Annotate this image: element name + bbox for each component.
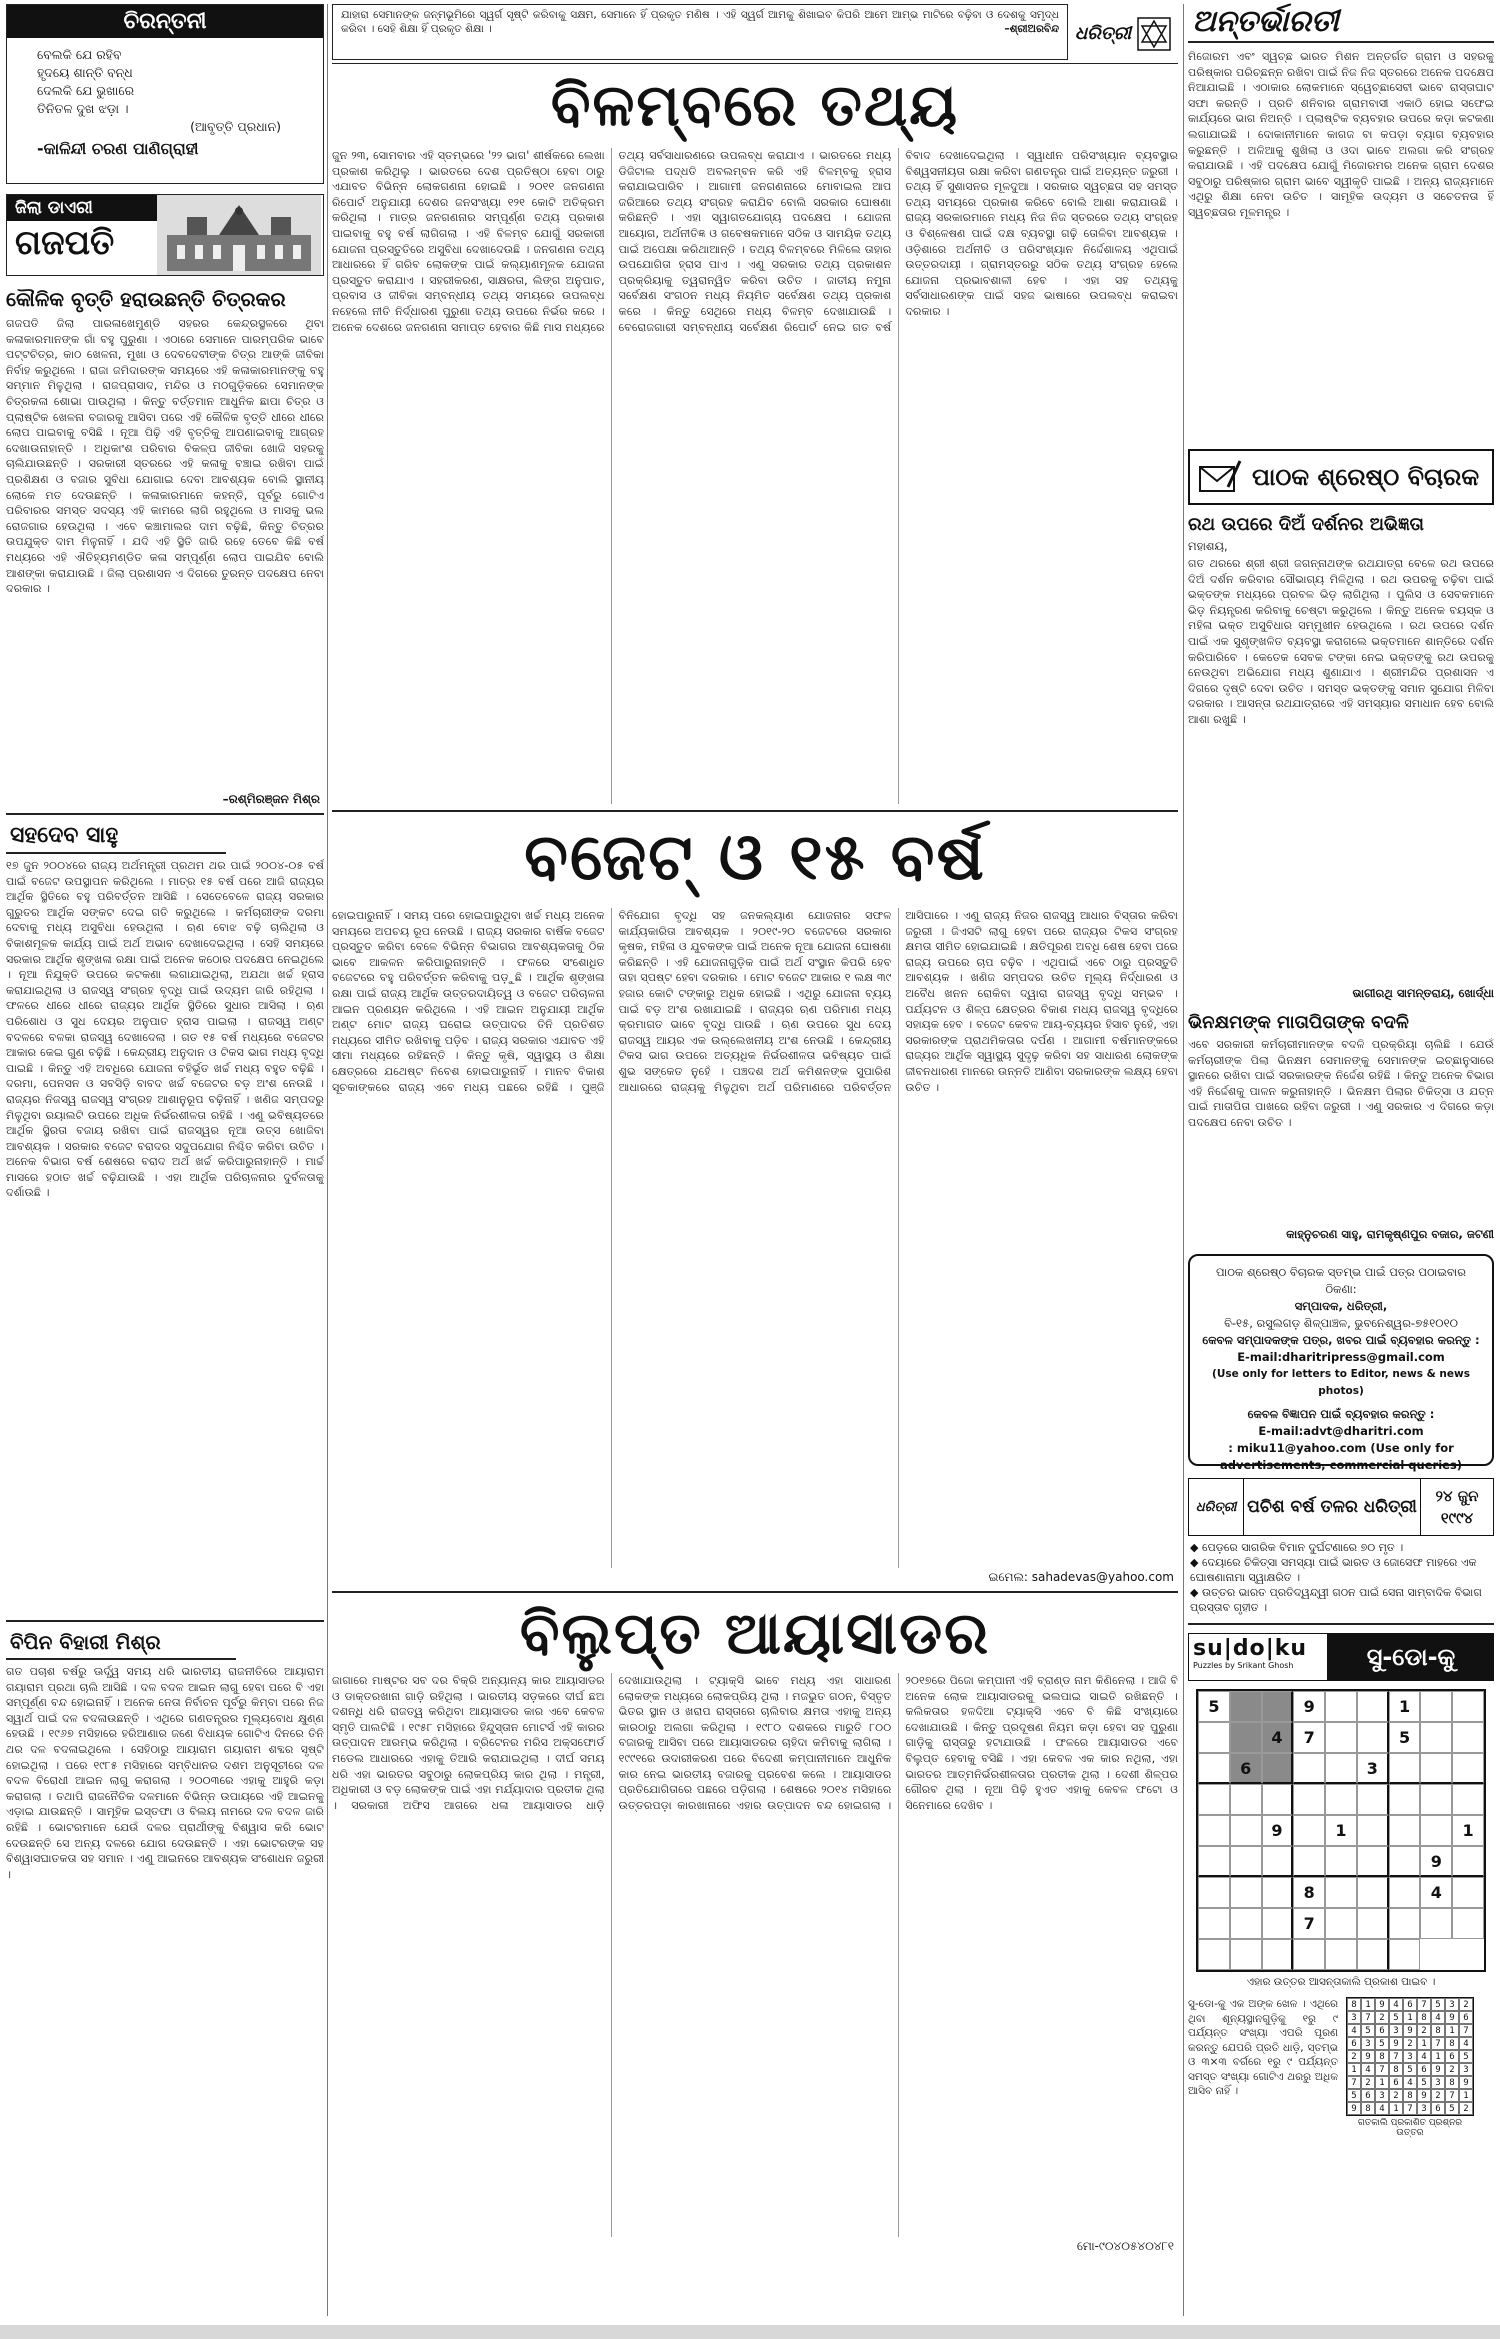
- sudoku-cell: [1357, 1877, 1389, 1908]
- letter-1-body: ଗତ ଥରରେ ଶ୍ରୀ ଶ୍ରୀ ଜଗନ୍ନାଥଙ୍କ ରଥଯାତ୍ରା ବେଳେ ରଥ ଉପରେ ଦିଅଁ ଦର୍ଶନ କରିବାର ସୌଭାଗ୍ୟ ମିଳିଥିଲା । ରଥ ଉପରକୁ ଚଢ଼ିବା ପାଇଁ ଭକ୍ତଙ୍କ ମଧ୍ୟରେ ପ୍ରବଳ ଭିଡ଼ ଲାଗିଥିଲା । ପୁଲିସ ଓ ସେବକମାନେ ଭିଡ଼ ନିୟନ୍ତ୍ରଣ କରିବାକୁ ଚେଷ୍ଟା କରୁଥିଲେ । କିନ୍ତୁ ଅନେକ ବୟସ୍କ ଓ ମହିଳା ଭକ୍ତ ଅସୁବିଧାର ସମ୍ମୁଖୀନ ହେଉଥିଲେ । ରଥ ଉପରେ ଦର୍ଶନ ପାଇଁ ଏକ ସୁଶୃଙ୍ଖଳିତ ବ୍ୟବସ୍ଥା କରାଗଲେ ଭକ୍ତମାନେ ଶାନ୍ତିରେ ଦର୍ଶନ କରିପାରିବେ । କେତେକ ସେବକ ଟଙ୍କା ନେଇ ଭକ୍ତଙ୍କୁ ରଥ ଉପରକୁ ନେଉଥିବା ଅଭିଯୋଗ ମଧ୍ୟ ଶୁଣାଯାଏ । ଶ୍ରୀମନ୍ଦିର ପ୍ରଶାସନ ଏ ଦିଗରେ ଦୃଷ୍ଟି ଦେବା ଉଚିତ । ସମସ୍ତ ଭକ୍ତଙ୍କୁ ସମାନ ସୁଯୋଗ ମିଳିବା ଦରକାର । ଆସନ୍ତା ରଥଯାତ୍ରାରେ ଏହି ସମସ୍ୟାର ସମାଧାନ ହେବ ବୋଲି ଆଶା ରଖୁଛି ।: [1188, 557, 1494, 726]
- antarbharati-body: ମିଜୋରମ ଏବଂ ସ୍ୱଚ୍ଛ ଭାରତ ମିଶନ ଅନ୍ତର୍ଗତ ଗ୍ରାମ ଓ ସହରକୁ ପରିଷ୍କାର ପରିଚ୍ଛନ୍ନ ରଖିବା ପାଇଁ ନିଜ ନିଜ ସ୍ତରରେ ଅନେକ ପଦକ୍ଷେପ ନିଆଯାଇଛି । ଏଠାକାର ଲୋକମାନେ ସ୍ୱେଚ୍ଛାସେବୀ ଭାବେ ରାସ୍ତାଘାଟ ସଫା କରନ୍ତି । ପ୍ରତି ଶନିବାର ଗ୍ରାମବାସୀ ଏକାଠି ହୋଇ ସଫେଇ କାର୍ଯ୍ୟରେ ଭାଗ ନିଅନ୍ତି । ପ୍ଲାଷ୍ଟିକ ବ୍ୟବହାର ଉପରେ କଡ଼ା କଟକଣା ଲଗାଯାଇଛି । ଦୋକାନୀମାନେ କାଗଜ ବା କପଡ଼ା ବ୍ୟାଗ ବ୍ୟବହାର କରୁଛନ୍ତି । ଅଳିଆକୁ ଶୁଖିଲା ଓ ଓଦା ଭାବେ ଅଲଗା କରି ସଂଗ୍ରହ କରାଯାଉଛି । ଏହି ପଦକ୍ଷେପ ଯୋଗୁଁ ମିଜୋରମର ଅନେକ ଗ୍ରାମ ଦେଶର ସବୁଠାରୁ ପରିଷ୍କାର ଗ୍ରାମ ଭାବେ ସ୍ୱୀକୃତି ପାଇଛି । ଅନ୍ୟ ରାଜ୍ୟମାନେ ଏଥିରୁ ଶିକ୍ଷା ନେବା ଉଚିତ । ସାମୂହିକ ଉଦ୍ୟମ ଓ ସଚେତନତା ହିଁ ସ୍ୱଚ୍ଛତାର ମୂଳମନ୍ତ୍ର ।: [1188, 50, 1494, 219]
- sudoku-solution-cell: 9: [1361, 2050, 1375, 2063]
- contact-email-miku[interactable]: : miku11@yahoo.com (Use only for: [1228, 1441, 1454, 1455]
- sudoku-cell: 7: [1293, 1722, 1325, 1753]
- chirantani-title: ଚିରନ୍ତନୀ: [7, 5, 323, 38]
- sudoku-header: [1188, 1633, 1494, 1681]
- sudoku-solution-cell: 4: [1431, 2011, 1445, 2024]
- sudoku-cell: [1262, 1846, 1294, 1877]
- sudoku-solution-cell: 2: [1347, 2050, 1361, 2063]
- sudoku-solution-cell: 3: [1389, 2024, 1403, 2037]
- sudoku-cell: [1452, 1908, 1484, 1939]
- quote-attribution: –ଶ୍ରୀଅରବିନ୍ଦ: [1004, 23, 1059, 35]
- sudoku-solution-cell: 8: [1361, 2102, 1375, 2115]
- sudoku-cell: [1262, 1784, 1294, 1815]
- sudoku-cell: [1389, 1753, 1421, 1784]
- sudoku-cell: [1357, 1691, 1389, 1722]
- sudoku-cell: [1325, 1753, 1357, 1784]
- sudoku-cell: [1452, 1753, 1484, 1784]
- sudoku-cell: [1293, 1753, 1325, 1784]
- dharitri-logo-text: ଧରିତ୍ରୀ: [1074, 23, 1132, 44]
- contact-email-label: କେବଳ ସମ୍ପାଦକଙ୍କ ପତ୍ର, ଖବର ପାଇଁ ବ୍ୟବହାର କରନ୍ତୁ :: [1202, 1333, 1480, 1347]
- sudoku-solution-cell: 8: [1431, 2024, 1445, 2037]
- sudoku-cell: [1357, 1908, 1389, 1939]
- poem-line: ତିନିତଳ ଦୁଖ ଝଡ଼ା ।: [37, 101, 129, 116]
- sudoku-cell: [1325, 1908, 1357, 1939]
- sudoku-cell: [1325, 1722, 1357, 1753]
- sudoku-solution-cell: 3: [1361, 2037, 1375, 2050]
- newspaper-page: [6, 4, 1494, 2316]
- reader-banner: [1188, 449, 1494, 505]
- sudoku-solution-cell: 3: [1403, 2050, 1417, 2063]
- sudoku-cell: [1357, 1815, 1389, 1846]
- quote-box: [332, 4, 1068, 60]
- quote-text: ଯାହାରା ସେମାନଙ୍କ ଜନ୍ମଭୂମିରେ ସ୍ୱର୍ଗ ସୃଷ୍ଟି କରିବାକୁ ସକ୍ଷମ, ସେମାନେ ହିଁ ପ୍ରକୃତ ମଣିଷ । ଏହି ସ୍ୱର୍ଗ ଆମକୁ ଶିଖାଇବ କିପରି ଆମେ ଆମ୍ଭ ମାଟିରେ ବଢ଼ିବା ଓ ଦେଶକୁ ସମୃଦ୍ଧ କରିବା । ସେହି ଶିକ୍ଷା ହିଁ ପ୍ରକୃତ ଶିକ୍ଷା ।: [341, 9, 1059, 35]
- poem-line: ଦେଲକି ଯେ ଭୁଖାରେ: [37, 83, 135, 98]
- sudoku-cell: [1357, 1722, 1389, 1753]
- sudoku-cell: 3: [1357, 1753, 1389, 1784]
- story-3-body: ଜାଗାରେ ମାଷ୍ଟର ସବ ଦର ବିକ୍ରି ଅନ୍ୟାନ୍ୟ କାର ଆୟାସାଡର ଓ ଡାକ୍ତରଖାନା ଗାଡ଼ି ରହିଥିଲା । ଭାରତୀୟ ସଡ଼କରେ ଦୀର୍ଘ ଛଅ ଦଶନ୍ଧି ଧରି ରାଜତ୍ୱ କରିଥିବା ଆୟାସାଡର କାର ଏବେ କେବଳ ସ୍ମୃତି ପାଲଟିଛି । ୧୯୫୮ ମସିହାରେ ହିନ୍ଦୁସ୍ତାନ ମୋଟର୍ସ ଏହି କାରର ଉତ୍ପାଦନ ଆରମ୍ଭ କରିଥିଲା । ବ୍ରିଟେନର ମରିସ ଅକ୍ସଫୋର୍ଡ ମଡେଲ ଆଧାରରେ ଏହାକୁ ତିଆରି କରାଯାଇଥିଲା । ଦୀର୍ଘ ସମୟ ଧରି ଏହା ଭାରତର ସବୁଠାରୁ ଲୋକପ୍ରିୟ କାର ଥିଲା । ମନ୍ତ୍ରୀ, ଅଧିକାରୀ ଓ ବଡ଼ ଲୋକଙ୍କ ପାଇଁ ଏହା ମର୍ଯ୍ୟାଦାର ପ୍ରତୀକ ଥିଲା । ସରକାରୀ ଅଫିସ ଆଗରେ ଧଳା ଆୟାସାଡର ଧାଡ଼ି ଦେଖାଯାଉଥିଲା । ଟ୍ୟାକ୍ସି ଭାବେ ମଧ୍ୟ ଏହା ସାଧାରଣ ଲୋକଙ୍କ ମଧ୍ୟରେ ଲୋକପ୍ରିୟ ଥିଲା । ମଜଭୁତ ଗଠନ, ବିସ୍ତୃତ ଭିତର ସ୍ଥାନ ଓ ଖରାପ ରାସ୍ତାରେ ଚାଲିବାର କ୍ଷମତା ଏହାକୁ ଅନ୍ୟ କାରଠାରୁ ଅଲଗା କରିଥିଲା । ୧୯୮୦ ଦଶକରେ ମାରୁତି ୮୦୦ ବଜାରକୁ ଆସିବା ପରେ ଆୟାସାଡରର ଚାହିଦା କମିବାକୁ ଲାଗିଲା । ୧୯୯୧ରେ ଉଦାରୀକରଣ ପରେ ବିଦେଶୀ କମ୍ପାନୀମାନେ ଆଧୁନିକ କାର ନେଇ ଭାରତୀୟ ବଜାରକୁ ପ୍ରବେଶ କଲେ । ଆୟାସାଡର ପ୍ରତିଯୋଗିତାରେ ପଛରେ ପଡ଼ିଗଲା । ଶେଷରେ ୨୦୧୪ ମସିହାରେ ଉତ୍ତରପଡ଼ା କାରଖାନାରେ ଏହାର ଉତ୍ପାଦନ ବନ୍ଦ ହୋଇଗଲା । ୨୦୧୭ରେ ପିଜୋ କମ୍ପାନୀ ଏହି ବ୍ରାଣ୍ଡ ନାମ କିଣିନେଲା । ଆଜି ବି ଅନେକ ଲୋକ ଆୟାସାଡରକୁ ଭଲପାଇ ସାଇତି ରଖିଛନ୍ତି । କଲିକତାର ହଳଦିଆ ଟ୍ୟାକ୍ସି ଏବେ ବି କିଛି ସଂଖ୍ୟାରେ ଦେଖାଯାଉଛି । କିନ୍ତୁ ପ୍ରଦୂଷଣ ନିୟମ କଡ଼ା ହେବା ସହ ପୁରୁଣା ଗାଡ଼ିକୁ ରାସ୍ତାରୁ ହଟାଯାଉଛି । ଫଳରେ ଆୟାସାଡର ଏବେ ବିଲୁପ୍ତ ହେବାକୁ ବସିଛି । ଏହା କେବଳ ଏକ କାର ନଥିଲା, ଏହା ଭାରତର ଆତ୍ମନିର୍ଭରଶୀଳତାର ପ୍ରତୀକ ଥିଲା । ଦେଶୀ ଶିଳ୍ପର ଗୌରବ ଥିଲା । ନୂଆ ପିଢ଼ି ହୁଏତ ଏହାକୁ କେବଳ ଫଟୋ ଓ ସିନେମାରେ ଦେଖିବ ।: [332, 1674, 1178, 1812]
- sudoku-solution-cell: 1: [1417, 2037, 1431, 2050]
- sudoku-solution-cell: 9: [1389, 2037, 1403, 2050]
- sudoku-solution-cell: 7: [1431, 2037, 1445, 2050]
- sudoku-rules: ସୁ-ଡୋ-କୁ ଏକ ଅଙ୍କ ଖେଳ । ଏଥିରେ ଥିବା ଶୂନ୍ୟସ୍ଥାନଗୁଡ଼ିକୁ ୧ରୁ ୯ ପର୍ଯ୍ୟନ୍ତ ସଂଖ୍ୟା ଏପରି ପୂରଣ କରନ୍ତୁ ଯେପରି ପ୍ରତି ଧାଡ଼ି, ସ୍ତମ୍ଭ ଓ ୩×୩ ବର୍ଗରେ ୧ରୁ ୯ ପର୍ଯ୍ୟନ୍ତ ସମସ୍ତ ସଂଖ୍ୟା ଗୋଟିଏ ଥରରୁ ଅଧିକ ଆସିବ ନାହିଁ ।: [1188, 1998, 1338, 2097]
- sudoku-cell: 5: [1198, 1691, 1230, 1722]
- flashback-date-day: ୨୪ ଜୁନ: [1435, 1487, 1479, 1505]
- sudoku-solution-cell: 4: [1417, 2050, 1431, 2063]
- sudoku-footer: [1188, 1997, 1494, 2177]
- sudoku-cell: 7: [1293, 1908, 1325, 1939]
- sudoku-cell: [1262, 1908, 1294, 1939]
- story-3-contact: ମୋ-୯୦୪୦୫୪୦୪୮୧: [1076, 2239, 1174, 2253]
- sudoku-cell: [1198, 1908, 1230, 1939]
- sudoku-cell: [1262, 1877, 1294, 1908]
- contact-ad-label: କେବଳ ବିଜ୍ଞାପନ ପାଇଁ ବ୍ୟବହାର କରନ୍ତୁ :: [1247, 1407, 1435, 1421]
- sudoku-solution-cell: 2: [1459, 1998, 1473, 2011]
- sudoku-solution-cell: 4: [1389, 1998, 1403, 2011]
- story-3-headline: ବିଲୁପ୍ତ ଆୟାସାଡର: [519, 1599, 991, 1667]
- sudoku-solution-cell: 5: [1403, 2063, 1417, 2076]
- masthead-logo: [1068, 4, 1178, 63]
- sudoku-cell: [1452, 1722, 1484, 1753]
- divider: [6, 1620, 324, 1622]
- sudoku-solution-cell: 1: [1459, 2089, 1473, 2102]
- left-column-2-body: ୧୭ ଜୁନ ୨୦୦୪ରେ ରାଜ୍ୟ ଅର୍ଥମନ୍ତ୍ରୀ ପ୍ରଥମ ଥର ପାଇଁ ୨୦୦୪-୦୫ ବର୍ଷ ପାଇଁ ବଜେଟ ଉପସ୍ଥାପନ କରିଥିଲେ । ମାତ୍ର ୧୫ ବର୍ଷ ପରେ ଆଜି ରାଜ୍ୟର ଆର୍ଥିକ ସ୍ଥିତିରେ ବହୁ ପରିବର୍ତ୍ତନ ଆସିଛି । ସେତେବେଳେ ରାଜ୍ୟ ସରକାର ଗୁରୁତର ଆର୍ଥିକ ସଙ୍କଟ ଦେଇ ଗତି କରୁଥିଲେ । କର୍ମଚାରୀଙ୍କ ଦରମା ଦେବାକୁ ମଧ୍ୟ ଅସୁବିଧା ହେଉଥିଲା । ଋଣ ବୋଝ ବଢ଼ି ଚାଲିଥିଲା ଓ ବିକାଶମୂଳକ କାର୍ଯ୍ୟ ପାଇଁ ଅର୍ଥ ଅଭାବ ଦେଖାଦେଇଥିଲା । ସେହି ସମୟରେ ସରକାର ଆର୍ଥିକ ଶୃଙ୍ଖଳା ରକ୍ଷା ପାଇଁ ଅନେକ କଠୋର ପଦକ୍ଷେପ ନେଇଥିଲେ । ନୂଆ ନିଯୁକ୍ତି ଉପରେ କଟକଣା ଲଗାଯାଇଥିଲା, ଅଯଥା ଖର୍ଚ୍ଚ ହ୍ରାସ କରାଯାଇଥିଲା ଓ ରାଜସ୍ୱ ସଂଗ୍ରହ ବୃଦ୍ଧି ପାଇଁ ଉଦ୍ୟମ ଜାରି ରହିଥିଲା । ଫଳରେ ଧୀରେ ଧୀରେ ରାଜ୍ୟର ଆର୍ଥିକ ସ୍ଥିତିରେ ସୁଧାର ଆସିଲା । ଋଣ ପରିଶୋଧ ଓ ସୁଧ ଦେୟର ଅନୁପାତ ହ୍ରାସ ପାଇଲା । ରାଜସ୍ୱ ଅଣ୍ଟ ବଦଳରେ ବଳକା ରାଜସ୍ୱ ଦେଖାଦେଲା । ଗତ ୧୫ ବର୍ଷ ମଧ୍ୟରେ ବଜେଟର ଆକାର କେଇ ଗୁଣ ବଢ଼ିଛି । କେନ୍ଦ୍ରୀୟ ଅନୁଦାନ ଓ ଟିକସ ଭାଗ ମଧ୍ୟ ବୃଦ୍ଧି ପାଇଛି । କିନ୍ତୁ ଏହି ଅବଧିରେ ଯୋଜନା ବହିର୍ଭୂତ ଖର୍ଚ୍ଚ ମଧ୍ୟ ବହୁତ ବଢ଼ିଛି । ଦରମା, ପେନସନ ଓ ସବସିଡ଼ି ବାବଦ ଖର୍ଚ୍ଚ ବଜେଟର ବଡ଼ ଅଂଶ ନେଉଛି । ରାଜ୍ୟର ନିଜସ୍ୱ ରାଜସ୍ୱ ସଂଗ୍ରହ ଆଶାନୁରୂପ ବଢ଼ିନାହିଁ । ଖଣିଜ ସମ୍ପଦରୁ ମିଳୁଥିବା ରୟାଲଟି ଉପରେ ଅଧିକ ନିର୍ଭରଶୀଳତା ରହିଛି । ଏଣୁ ଭବିଷ୍ୟତରେ ଆର୍ଥିକ ସ୍ଥିରତା ବଜାୟ ରଖିବା ପାଇଁ ରାଜସ୍ୱର ନୂଆ ଉତ୍ସ ଖୋଜିବା ଆବଶ୍ୟକ । ସରକାର ବଜେଟ ବରାଦର ସଦୁପଯୋଗ ନିଶ୍ଚିତ କରିବା ଉଚିତ । ଅନେକ ବିଭାଗ ବର୍ଷ ଶେଷରେ ବରାଦ ଅର୍ଥ ଖର୍ଚ୍ଚ କରିପାରୁନାହାନ୍ତି । ମାର୍ଚ୍ଚ ମାସରେ ହଠାତ ଖର୍ଚ୍ଚ ବଢ଼ିଯାଉଛି । ଏହା ଆର୍ଥିକ ପରିଚାଳନାର ଦୁର୍ବଳତାକୁ ଦର୍ଶାଉଛି ।: [6, 859, 324, 1200]
- sudoku-solution-cell: 9: [1375, 1998, 1389, 2011]
- sudoku-solution-cell: 4: [1375, 2102, 1389, 2115]
- sudoku-cell: [1293, 1784, 1325, 1815]
- flashback-items: [1188, 1536, 1494, 1619]
- palace-icon: [157, 195, 321, 275]
- reader-banner-text: ପାଠକ ଶ୍ରେଷ୍ଠ ବିଚାରକ: [1252, 463, 1480, 491]
- story-2-headline: ବଜେଟ୍ ଓ ୧୫ ବର୍ଷ: [524, 821, 986, 895]
- sudoku-solution-cell: 7: [1403, 2102, 1417, 2115]
- sudoku-solution-cell: 9: [1431, 2063, 1445, 2076]
- contact-email-miku-note: advertisements, commercial queries): [1219, 1458, 1463, 1472]
- column-rule: [1183, 4, 1184, 2316]
- right-column: [1188, 4, 1494, 2177]
- sudoku-cell: [1230, 1722, 1262, 1753]
- sudoku-cell: [1389, 1877, 1421, 1908]
- sudoku-solution-cell: 8: [1445, 2076, 1459, 2089]
- sudoku-solution-cell: 6: [1417, 2063, 1431, 2076]
- sudoku-cell: [1230, 1939, 1262, 1970]
- flashback-date: [1421, 1485, 1493, 1529]
- sudoku-solution-cell: 8: [1445, 2037, 1459, 2050]
- sudoku-solution-cell: 3: [1459, 2063, 1473, 2076]
- sudoku-solution-cell: 7: [1347, 2076, 1361, 2089]
- left-story-1: [6, 284, 324, 809]
- sudoku-solution-cell: 9: [1403, 2024, 1417, 2037]
- sudoku-solution-cell: 7: [1389, 2050, 1403, 2063]
- flashback-box: [1188, 1478, 1494, 1619]
- sudoku-cell: [1389, 1908, 1421, 1939]
- sudoku-solution-cell: 1: [1361, 1998, 1375, 2011]
- sudoku-solution-cell: 2: [1361, 2076, 1375, 2089]
- sudoku-cell: [1198, 1815, 1230, 1846]
- sudoku-solution-cell: 8: [1403, 2089, 1417, 2102]
- sudoku-solution-cell: 6: [1459, 2011, 1473, 2024]
- sudoku-cell: [1325, 1784, 1357, 1815]
- sudoku-cell: [1230, 1691, 1262, 1722]
- sudoku-solution-cell: 5: [1431, 1998, 1445, 2011]
- sudoku-solution-cell: 7: [1361, 2011, 1375, 2024]
- sudoku-solution-cell: 9: [1347, 2102, 1361, 2115]
- sudoku-section: [1188, 1633, 1494, 2177]
- contact-editor: ସମ୍ପାଦକ, ଧରିତ୍ରୀ,: [1294, 1299, 1388, 1313]
- flashback-header: [1188, 1478, 1494, 1536]
- sudoku-cell: [1325, 1877, 1357, 1908]
- left-column-2: [6, 819, 324, 1614]
- sudoku-solution-cell: 8: [1375, 2050, 1389, 2063]
- sudoku-solution: [1346, 1997, 1474, 2177]
- flashback-logo: ଧରିତ୍ରୀ: [1195, 1499, 1237, 1515]
- sudoku-cell: [1452, 1784, 1484, 1815]
- sudoku-cell: [1452, 1877, 1484, 1908]
- sudoku-solution-cell: 1: [1431, 2050, 1445, 2063]
- flashback-item: ◆ ପେଡ଼ରେ ସାଗରିକ ବିମାନ ଦୁର୍ଘଟଣାରେ ୭୦ ମୃତ ।: [1190, 1541, 1404, 1554]
- sudoku-cell: 4: [1262, 1722, 1294, 1753]
- diary-label: ଜିଲା ଡାଏରୀ: [7, 195, 157, 221]
- sudoku-cell: [1230, 1908, 1262, 1939]
- sudoku-cell: [1389, 1784, 1421, 1815]
- sudoku-solution-cell: 8: [1417, 2011, 1431, 2024]
- star-emblem-icon: [1137, 17, 1171, 51]
- antarbharati-title: ଅନ୍ତର୍ଭାରତୀ: [1188, 4, 1494, 43]
- sudoku-brand: su|do|ku Puzzles by Srikant Ghosh: [1188, 1633, 1328, 1681]
- contact-email-press[interactable]: E-mail:dharitripress@gmail.com: [1237, 1350, 1445, 1364]
- main-column: [332, 4, 1178, 2256]
- sudoku-cell: [1420, 1722, 1452, 1753]
- sudoku-brand-c: ku: [1274, 1636, 1308, 1661]
- sudoku-cell: [1262, 1939, 1294, 1970]
- sudoku-cell: [1230, 1815, 1262, 1846]
- sudoku-solution-cell: 5: [1389, 2011, 1403, 2024]
- sudoku-cell: [1198, 1939, 1230, 1970]
- sudoku-cell: [1230, 1846, 1262, 1877]
- sudoku-cell: [1420, 1753, 1452, 1784]
- sudoku-cell: [1389, 1939, 1421, 1970]
- sudoku-cell: [1293, 1939, 1325, 1970]
- sudoku-cell: [1293, 1815, 1325, 1846]
- sudoku-cell: [1262, 1691, 1294, 1722]
- sudoku-cell: [1198, 1877, 1230, 1908]
- sudoku-solution-cell: 4: [1459, 2037, 1473, 2050]
- sudoku-solution-cell: 6: [1389, 2076, 1403, 2089]
- sudoku-solution-cell: 4: [1403, 2076, 1417, 2089]
- letter-pen-icon: [1198, 457, 1242, 497]
- left-story-1-body: ଗଜପତି ଜିଲା ପାରଳାଖେମୁଣ୍ଡି ସହରର କେନ୍ଦ୍ରସ୍ଥଳରେ ଥିବା କଳାକାରମାନଙ୍କ ଗାଁ ବହୁ ପୁରୁଣା । ଏଠାରେ ସେମାନେ ପାରମ୍ପରିକ ଭାବେ ପଟ୍ଟଚିତ୍ର, କାଠ ଖେଳନା, ମୁଖା ଓ ଦେବଦେବୀଙ୍କ ଚିତ୍ର ଆଙ୍କି ଜୀବିକା ନିର୍ବାହ କରୁଥିଲେ । ରାଜା ଜମିଦାରଙ୍କ ସମୟରେ ଏହି କଳାକାରମାନଙ୍କୁ ବହୁ ସମ୍ମାନ ମିଳୁଥିଲା । ରାଜପ୍ରାସାଦ, ମନ୍ଦିର ଓ ମଠଗୁଡ଼ିକରେ ସେମାନଙ୍କ ଚିତ୍ରକଳା ଶୋଭା ପାଉଥିଲା । କିନ୍ତୁ ବର୍ତ୍ତମାନ ଆଧୁନିକ ଛାପା ଚିତ୍ର ଓ ପ୍ଲାଷ୍ଟିକ ଖେଳନା ବଜାରକୁ ଆସିବା ପରେ ଏହି କୌଳିକ ବୃତ୍ତି ଧୀରେ ଧୀରେ ଲୋପ ପାଇବାକୁ ବସିଛି । ନୂଆ ପିଢ଼ି ଏହି ବୃତ୍ତିକୁ ଆପଣାଇବାକୁ ଆଗ୍ରହ ଦେଖାଉନାହାନ୍ତି । ଅଧିକାଂଶ ପରିବାର ବିକଳ୍ପ ଜୀବିକା ଖୋଜି ସହରକୁ ଚାଲିଯାଉଛନ୍ତି । ସରକାରୀ ସ୍ତରରେ ଏହି କଳାକୁ ବଞ୍ଚାଇ ରଖିବା ପାଇଁ ପ୍ରଶିକ୍ଷଣ ଓ ବଜାର ସୁବିଧା ଯୋଗାଇ ଦେବା ଆବଶ୍ୟକ ବୋଲି ସ୍ଥାନୀୟ ଲୋକେ ମତ ଦେଉଛନ୍ତି । କଳାକାରମାନେ କହନ୍ତି, ପୂର୍ବରୁ ଗୋଟିଏ ପରିବାରର ସମସ୍ତ ସଦସ୍ୟ ଏହି କାମରେ ଲାଗି ରହୁଥିଲେ ଓ ମାସକୁ ଭଲ ରୋଜଗାର ହେଉଥିଲା । ଏବେ କଞ୍ଚାମାଲର ଦାମ ବଢ଼ିଛି, କିନ୍ତୁ ଚିତ୍ରର ଉପଯୁକ୍ତ ଦାମ ମିଳୁନାହିଁ । ଯଦି ଏହି ସ୍ଥିତି ଜାରି ରହେ ତେବେ କିଛି ବର୍ଷ ମଧ୍ୟରେ ଏହି ଐତିହ୍ୟମଣ୍ଡିତ କଳା ସମ୍ପୂର୍ଣ୍ଣ ଲୋପ ପାଇଯିବ ବୋଲି ଆଶଙ୍କା କରାଯାଉଛି । ଜିଲା ପ୍ରଶାସନ ଏ ଦିଗରେ ତୁରନ୍ତ ପଦକ୍ଷେପ ନେବା ଦରକାର ।: [6, 317, 324, 596]
- sudoku-solution-cell: 6: [1445, 2050, 1459, 2063]
- sudoku-cell: [1389, 1846, 1421, 1877]
- left-story-1-headline: କୌଳିକ ବୃତ୍ତି ହରାଉଛନ୍ତି ଚିତ୍ରକର: [6, 287, 286, 311]
- sudoku-solution-cell: 2: [1431, 2089, 1445, 2102]
- sudoku-solution-cell: 7: [1459, 2024, 1473, 2037]
- column-author-sahadev: ସହଦେବ ସାହୁ: [6, 819, 226, 854]
- sudoku-solution-cell: 7: [1445, 2089, 1459, 2102]
- sudoku-cell: [1262, 1753, 1294, 1784]
- divider: [1188, 1623, 1494, 1625]
- sudoku-solution-cell: 5: [1417, 2076, 1431, 2089]
- sudoku-brand-a: su: [1193, 1636, 1224, 1661]
- sudoku-solution-cell: 8: [1347, 1998, 1361, 2011]
- sudoku-solution-cell: 6: [1431, 2102, 1445, 2115]
- flashback-title: ପଚିଶ ବର୍ଷ ତଳର ଧରିତ୍ରୀ: [1243, 1479, 1421, 1535]
- sudoku-solution-cell: 5: [1445, 2102, 1459, 2115]
- left-story-1-byline: –ରଶ୍ମିରଞ୍ଜନ ମିଶ୍ର: [222, 792, 320, 806]
- sudoku-solution-cell: 1: [1403, 2011, 1417, 2024]
- sudoku-cell: 1: [1389, 1691, 1421, 1722]
- sudoku-cell: 9: [1262, 1815, 1294, 1846]
- sudoku-title: ସୁ-ଡୋ-କୁ: [1328, 1633, 1494, 1681]
- sudoku-solution-cell: 1: [1347, 2063, 1361, 2076]
- poem-source: (ଆବୃତ୍ତି ପ୍ରଧାନ): [190, 119, 281, 134]
- sudoku-cell: 1: [1325, 1815, 1357, 1846]
- contact-heading: ପାଠକ ଶ୍ରେଷ୍ଠ ବିଚାରକ ସ୍ତମ୍ଭ ପାଇଁ ପତ୍ର ପଠାଇବାର ଠିକଣା:: [1215, 1265, 1467, 1296]
- masthead: [332, 4, 1178, 64]
- sudoku-solution-cell: 1: [1445, 2024, 1459, 2037]
- sudoku-cell: [1325, 1691, 1357, 1722]
- sudoku-cell: [1198, 1784, 1230, 1815]
- sudoku-solution-cell: 4: [1361, 2063, 1375, 2076]
- contact-email-press-note: (Use only for letters to Editor, news & news photos): [1212, 1368, 1470, 1397]
- page-bottom-strip: [0, 2325, 1500, 2339]
- left-column-3-body: ଗତ ପଚାଶ ବର୍ଷରୁ ଊର୍ଦ୍ଧ୍ୱ ସମୟ ଧରି ଭାରତୀୟ ରାଜନୀତିରେ ଆୟାରାମ ଗୟାରାମ ପ୍ରଥା ଚାଲି ଆସିଛି । ଦଳ ବଦଳ ଆଇନ ଲାଗୁ ହେବା ପରେ ବି ଏହା ସମ୍ପୂର୍ଣ୍ଣ ବନ୍ଦ ହୋଇନାହିଁ । ଅନେକ ନେତା ନିର୍ବାଚନ ପୂର୍ବରୁ କିମ୍ବା ପରେ ନିଜ ସ୍ୱାର୍ଥ ପାଇଁ ଦଳ ବଦଳାଉଛନ୍ତି । ଏଥିରେ ଗଣତନ୍ତ୍ରର ମୂଲ୍ୟବୋଧ କ୍ଷୁଣ୍ଣ ହେଉଛି । ୧୯୬୭ ମସିହାରେ ହରିଆଣାର ଜଣେ ବିଧାୟକ ଗୋଟିଏ ଦିନରେ ତିନି ଥର ଦଳ ବଦଳାଇଥିଲେ । ସେହିଠାରୁ ଆୟାରାମ ଗୟାରାମ ଶବ୍ଦର ସୃଷ୍ଟି ହୋଇଥିଲା । ପରେ ୧୯୮୫ ମସିହାରେ ସମ୍ବିଧାନର ଦଶମ ଅନୁସୂଚୀରେ ଦଳ ବଦଳ ବିରୋଧୀ ଆଇନ ଲାଗୁ କରାଗଲା । ୨୦୦୩ରେ ଏହାକୁ ଆହୁରି କଡ଼ା କରାଗଲା । ତଥାପି ରାଜନୈତିକ ଦଳମାନେ ବିଭିନ୍ନ ଉପାୟରେ ଏହି ଆଇନକୁ ଏଡ଼ାଇ ଯାଉଛନ୍ତି । ସାମୂହିକ ଇସ୍ତଫା ଓ ବିଲୟ ନାମରେ ଦଳ ବଦଳ ଜାରି ରହିଛି । ଭୋଟରମାନେ ଯେଉଁ ଦଳର ପ୍ରାର୍ଥୀଙ୍କୁ ବିଶ୍ୱାସ କରି ଭୋଟ ଦେଉଛନ୍ତି ସେ ଅନ୍ୟ ଦଳରେ ଯୋଗ ଦେଉଛନ୍ତି । ଏହା ଭୋଟରଙ୍କ ସହ ବିଶ୍ୱାସଘାତକତା ସହ ସମାନ । ଏଣୁ ଆଇନରେ ଆବଶ୍ୟକ ସଂଶୋଧନ ଜରୁରୀ ।: [6, 1665, 324, 1881]
- letter-2-headline: ଭିନକ୍ଷମଙ୍କ ମାତାପିତାଙ୍କ ବଦଳି: [1188, 1012, 1409, 1033]
- sudoku-cell: 1: [1452, 1815, 1484, 1846]
- contact-box: [1188, 1254, 1494, 1472]
- contact-address: ବି-୧୫, ରସୁଲଗଡ଼ ଶିଳ୍ପାଞ୍ଚଳ, ଭୁବନେଶ୍ୱର-୭୫୧୦୧୦: [1224, 1316, 1458, 1330]
- letter-1-headline: ରଥ ଉପରେ ଦିଅଁ ଦର୍ଶନର ଅଭିଜ୍ଞତା: [1188, 514, 1424, 535]
- sudoku-cell: 4: [1420, 1877, 1452, 1908]
- sudoku-solution-cell: 6: [1403, 1998, 1417, 2011]
- sudoku-solution-cell: 7: [1417, 1998, 1431, 2011]
- sudoku-cell: [1325, 1846, 1357, 1877]
- poem-line: ହୃଦୟେ ଶାନ୍ତି ବନ୍ଧ: [37, 65, 133, 80]
- sudoku-solution-cell: 5: [1361, 2024, 1375, 2037]
- sudoku-cell: [1230, 1877, 1262, 1908]
- poem-line: ବେଲକି ଯେ ରହିବ: [37, 47, 122, 62]
- sudoku-cell: 6: [1230, 1753, 1262, 1784]
- sudoku-cell: [1420, 1908, 1452, 1939]
- chirantani-box: [6, 4, 324, 184]
- story-1-body: ଜୁନ ୨୩, ସୋମବାର ଏହି ସ୍ତମ୍ଭରେ '୨୨ ଭାଗ' ଶୀର୍ଷକରେ ଲେଖା ପ୍ରକାଶ କରିଥିଲୁ । ଭାରତରେ ଦେଶ ପ୍ରତିଷ୍ଠା ହେବା ଠାରୁ ଏଯାବତ ବିଭିନ୍ନ ଲୋକଗଣନା ହୋଇଛି । ୨୦୧୧ ଜନଗଣନା ରିପୋର୍ଟ ଅନୁଯାୟୀ ଦେଶର ଜନସଂଖ୍ୟା ୧୨୧ କୋଟି ଅତିକ୍ରମ କରିଥିଲା । ମାତ୍ର ଜନଗଣନାର ସମ୍ପୂର୍ଣ୍ଣ ତଥ୍ୟ ପ୍ରକାଶ ପାଇବାକୁ ବହୁ ବର୍ଷ ଲାଗିଗଲା । ଏହି ବିଳମ୍ବ ଯୋଗୁଁ ସରକାରୀ ଯୋଜନା ପ୍ରସ୍ତୁତିରେ ଅସୁବିଧା ଦେଖାଦେଉଛି । ଜନଗଣନା ତଥ୍ୟ ଆଧାରରେ ହିଁ ଗରିବ ଲୋକଙ୍କ ପାଇଁ କଲ୍ୟାଣମୂଳକ ଯୋଜନା ପ୍ରସ୍ତୁତ କରାଯାଏ । ସହରୀକରଣ, ସାକ୍ଷରତା, ଲିଙ୍ଗ ଅନୁପାତ, ପ୍ରବାସ ଓ ଜୀବିକା ସମ୍ବନ୍ଧୀୟ ତଥ୍ୟ ସମୟରେ ଉପଲବ୍ଧ ନହେଲେ ନୀତି ନିର୍ଦ୍ଧାରଣ ପୁରୁଣା ତଥ୍ୟ ଉପରେ ନିର୍ଭର କରେ । ଅନେକ ଦେଶରେ ଜନଗଣନା ସମାପ୍ତ ହେବାର କିଛି ମାସ ମଧ୍ୟରେ ତଥ୍ୟ ସର୍ବସାଧାରଣରେ ଉପଲବ୍ଧ କରାଯାଏ । ଭାରତରେ ମଧ୍ୟ ଡିଜିଟାଲ ପଦ୍ଧତି ଅବଲମ୍ବନ କରି ଏହି ବିଳମ୍ବକୁ ହ୍ରାସ କରାଯାଇପାରିବ । ଆଗାମୀ ଜନଗଣନାରେ ମୋବାଇଲ ଆପ ଜରିଆରେ ତଥ୍ୟ ସଂଗ୍ରହ କରାଯିବ ବୋଲି ସରକାର ଘୋଷଣା କରିଛନ୍ତି । ଏହା ସ୍ୱାଗତଯୋଗ୍ୟ ପଦକ୍ଷେପ । ଯୋଜନା ଆୟୋଗ, ଅର୍ଥନୀତିଜ୍ଞ ଓ ଗବେଷକମାନେ ସଠିକ ଓ ସାମୟିକ ତଥ୍ୟ ପାଇଁ ଅପେକ୍ଷା କରିଥାଆନ୍ତି । ତଥ୍ୟ ବିଳମ୍ବରେ ମିଳିଲେ ତାହାର ଉପଯୋଗିତା ହ୍ରାସ ପାଏ । ଏଣୁ ସରକାର ତଥ୍ୟ ପ୍ରକାଶନ ପ୍ରକ୍ରିୟାକୁ ତ୍ୱରାନ୍ୱିତ କରିବା ଉଚିତ । ଜାତୀୟ ନମୁନା ସର୍ବେକ୍ଷଣ ସଂଗଠନ ମଧ୍ୟ ନିୟମିତ ସର୍ବେକ୍ଷଣ ତଥ୍ୟ ପ୍ରକାଶ କରେ । କିନ୍ତୁ ସେଥିରେ ମଧ୍ୟ ବିଳମ୍ବ ଦେଖାଯାଉଛି । ବେରୋଜଗାରୀ ସମ୍ବନ୍ଧୀୟ ସର୍ବେକ୍ଷଣ ରିପୋର୍ଟ ନେଇ ଗତ ବର୍ଷ ବିବାଦ ଦେଖାଦେଇଥିଲା । ସ୍ୱାଧୀନ ପରିସଂଖ୍ୟାନ ବ୍ୟବସ୍ଥାର ବିଶ୍ୱସନୀୟତା ରକ୍ଷା କରିବା ଗଣତନ୍ତ୍ର ପାଇଁ ଅତ୍ୟନ୍ତ ଜରୁରୀ । ତଥ୍ୟ ହିଁ ସୁଶାସନର ମୂଳଦୁଆ । ସରକାର ସ୍ୱଚ୍ଛତା ସହ ସମସ୍ତ ତଥ୍ୟ ସମୟରେ ପ୍ରକାଶ କରିବେ ବୋଲି ଆଶା କରାଯାଉଛି । ରାଜ୍ୟ ସରକାରମାନେ ମଧ୍ୟ ନିଜ ନିଜ ସ୍ତରରେ ତଥ୍ୟ ସଂଗ୍ରହ ଓ ବିଶ୍ଳେଷଣ ପାଇଁ ଦକ୍ଷ ବ୍ୟବସ୍ଥା ଗଢ଼ି ତୋଳିବା ଆବଶ୍ୟକ । ଓଡ଼ିଶାରେ ଅର୍ଥନୀତି ଓ ପରିସଂଖ୍ୟାନ ନିର୍ଦ୍ଦେଶାଳୟ ଏଥିପାଇଁ ଉତ୍ତରଦାୟୀ । ଗ୍ରାମସ୍ତରରୁ ସଠିକ ତଥ୍ୟ ସଂଗ୍ରହ ହେଲେ ଯୋଜନା ପ୍ରଭାବଶାଳୀ ହେବ । ଏହା ସହ ତଥ୍ୟକୁ ସର୍ବସାଧାରଣଙ୍କ ପାଇଁ ସହଜ ଭାଷାରେ ଉପଲବ୍ଧ କରାଇବା ଦରକାର ।: [332, 149, 1178, 334]
- letter-1: [1188, 513, 1494, 1003]
- sudoku-solution-cell: 9: [1459, 2076, 1473, 2089]
- column-rule: [327, 4, 328, 2316]
- flashback-item: ◆ ଉତ୍ତର ଭାରତ ପ୍ରତିଦ୍ୱନ୍ଦ୍ୱୀ ଗଠନ ପାଇଁ ସେନା ସାମ୍ବାଦିକ ବିଭାଗ ପ୍ରସ୍ତାବ ଗୃହୀତ ।: [1190, 1586, 1482, 1614]
- sudoku-cell: [1293, 1846, 1325, 1877]
- sudoku-cell: [1325, 1939, 1357, 1970]
- sudoku-cell: [1452, 1691, 1484, 1722]
- sudoku-solution-note: ଗତକାଲି ପ୍ରକାଶିତ ପ୍ରଶ୍ନର ଉତ୍ତର: [1357, 2118, 1463, 2138]
- divider: [6, 813, 324, 815]
- district-name: ଗଜପତି: [15, 223, 115, 263]
- sudoku-solution-cell: 1: [1375, 2076, 1389, 2089]
- sudoku-cell: [1198, 1846, 1230, 1877]
- sudoku-solution-cell: 9: [1445, 2011, 1459, 2024]
- sudoku-solution-cell: 6: [1375, 2024, 1389, 2037]
- sudoku-solution-cell: 5: [1459, 2050, 1473, 2063]
- sudoku-solution-cell: 7: [1375, 2063, 1389, 2076]
- sudoku-cell: 9: [1293, 1691, 1325, 1722]
- sudoku-cell: 8: [1293, 1877, 1325, 1908]
- sudoku-solution-cell: 2: [1445, 2063, 1459, 2076]
- chirantani-poem: [7, 38, 323, 158]
- story-2-email: ଇମେଲ: sahadevas@yahoo.com: [988, 1570, 1174, 1584]
- sudoku-cell: [1230, 1784, 1262, 1815]
- sudoku-solution-cell: 4: [1347, 2024, 1361, 2037]
- sudoku-solution-cell: 3: [1375, 2089, 1389, 2102]
- sudoku-solution-cell: 3: [1347, 2011, 1361, 2024]
- sudoku-cell: [1357, 1784, 1389, 1815]
- letter-1-salutation: ମହାଶୟ,: [1188, 539, 1228, 553]
- sudoku-solution-cell: 5: [1375, 2037, 1389, 2050]
- poem-author: -କାଳିନ୍ଦୀ ଚରଣ ପାଣିଗ୍ରାହୀ: [37, 139, 199, 158]
- sudoku-solution-cell: 2: [1389, 2089, 1403, 2102]
- column-author-bipin: ବିପିନ ବିହାରୀ ମିଶ୍ର: [6, 1626, 236, 1660]
- contact-email-advt[interactable]: E-mail:advt@dharitri.com: [1258, 1424, 1424, 1438]
- sudoku-solution-cell: 3: [1431, 2076, 1445, 2089]
- flashback-date-year: ୧୯୯୪: [1440, 1509, 1474, 1527]
- letter-1-signature: ଭାଗୀରଥି ସାମନ୍ତରାୟ, ଖୋର୍ଦ୍ଧା: [1352, 986, 1494, 1000]
- sudoku-cell: [1389, 1815, 1421, 1846]
- sudoku-solution-cell: 2: [1375, 2011, 1389, 2024]
- sudoku-cell: [1198, 1722, 1230, 1753]
- sudoku-cell: [1357, 1939, 1389, 1970]
- sudoku-solution-cell: 3: [1417, 2102, 1431, 2115]
- sudoku-solution-cell: 6: [1347, 2037, 1361, 2050]
- letter-2: [1188, 1011, 1494, 1244]
- sudoku-cell: [1420, 1784, 1452, 1815]
- sudoku-solution-cell: 1: [1389, 2102, 1403, 2115]
- sudoku-solution-cell: 2: [1403, 2037, 1417, 2050]
- palace-illustration: [157, 195, 323, 275]
- sudoku-solution-cell: 6: [1361, 2089, 1375, 2102]
- sudoku-solution-cell: 9: [1417, 2089, 1431, 2102]
- letter-2-body: ଏବେ ସରକାରୀ କର୍ମଚାରୀମାନଙ୍କ ବଦଳି ପ୍ରକ୍ରିୟା ଚାଲିଛି । ଯେଉଁ କର୍ମଚାରୀଙ୍କ ପିଲା ଭିନକ୍ଷମ ସେମାନଙ୍କୁ ସେମାନଙ୍କ ଇଚ୍ଛାନୁସାରେ ସ୍ଥାନରେ ରଖିବା ପାଇଁ ସରକାରଙ୍କ ନିର୍ଦ୍ଦେଶ ରହିଛି । କିନ୍ତୁ ଅନେକ ବିଭାଗ ଏହି ନିର୍ଦ୍ଦେଶକୁ ପାଳନ କରୁନାହାନ୍ତି । ଭିନକ୍ଷମ ପିଲାର ଚିକିତ୍ସା ଓ ଯତ୍ନ ପାଇଁ ମାତାପିତା ପାଖରେ ରହିବା ଜରୁରୀ । ଏଣୁ ସରକାର ଏ ଦିଗରେ କଡ଼ା ପଦକ୍ଷେପ ନେବା ଉଚିତ ।: [1188, 1038, 1494, 1129]
- sudoku-solution-grid: [1346, 1997, 1474, 2116]
- sudoku-cell: 5: [1389, 1722, 1421, 1753]
- sudoku-cell: [1357, 1846, 1389, 1877]
- story-1-headline: ବିଳମ୍ବରେ ତଥ୍ୟ: [550, 71, 960, 139]
- sudoku-cell: [1420, 1691, 1452, 1722]
- flashback-item: ◆ ଦେୟାରେ ଚିକିତ୍ସା ସମସ୍ୟା ପାଇଁ ଭାରତ ଓ ଜୋସେଫ ମାହରେ ଏକ ଘୋଷଣାନାମା ସ୍ୱାକ୍ଷରିତ ।: [1190, 1556, 1477, 1584]
- sudoku-byline: Puzzles by Srikant Ghosh: [1193, 1661, 1294, 1670]
- sudoku-solution-cell: 8: [1389, 2063, 1403, 2076]
- sudoku-cell: 9: [1420, 1846, 1452, 1877]
- sudoku-cell: [1420, 1815, 1452, 1846]
- left-column: [6, 4, 324, 2259]
- sudoku-solution-cell: 3: [1445, 1998, 1459, 2011]
- story-2-body: ହୋଇପାରୁନାହିଁ । ସମୟ ପରେ ହୋଇପାରୁଥିବା ଖର୍ଚ୍ଚ ମଧ୍ୟ ଅନେକ ସମୟରେ ଅପଚୟ ରୂପ ନେଉଛି । ରାଜ୍ୟ ସରକାର ବାର୍ଷିକ ବଜେଟ ପ୍ରସ୍ତୁତ କରିବା ବେଳେ ବିଭିନ୍ନ ବିଭାଗର ଆବଶ୍ୟକତାକୁ ଠିକ ଭାବେ ଆକଳନ କରିପାରୁନାହାନ୍ତି । ଫଳରେ ସଂଶୋଧିତ ବଜେଟରେ ବହୁ ପରିବର୍ତ୍ତନ କରିବାକୁ ପଡ଼ୁଛି । ଆର୍ଥିକ ଶୃଙ୍ଖଳା ରକ୍ଷା ପାଇଁ ରାଜ୍ୟ ଆର୍ଥିକ ଉତ୍ତରଦାୟିତ୍ୱ ଓ ବଜେଟ ପରିଚାଳନା ଆଇନ ପ୍ରଣୟନ କରିଥିଲେ । ଏହି ଆଇନ ଅନୁଯାୟୀ ଆର୍ଥିକ ଅଣ୍ଟ ମୋଟ ରାଜ୍ୟ ଘରୋଇ ଉତ୍ପାଦର ତିନି ପ୍ରତିଶତ ମଧ୍ୟରେ ସୀମିତ ରଖିବାକୁ ପଡ଼ିବ । ରାଜ୍ୟ ସରକାର ଏଯାବତ ଏହି ସୀମା ମଧ୍ୟରେ ରହିଛନ୍ତି । କିନ୍ତୁ କୃଷି, ସ୍ୱାସ୍ଥ୍ୟ ଓ ଶିକ୍ଷା କ୍ଷେତ୍ରରେ ଯଥେଷ୍ଟ ନିବେଶ ହୋଇପାରୁନାହିଁ । ମାନବ ବିକାଶ ସୂଚକାଙ୍କରେ ରାଜ୍ୟ ଏବେ ମଧ୍ୟ ପଛରେ ରହିଛି । ପୁଞ୍ଜି ବିନିଯୋଗ ବୃଦ୍ଧି ସହ ଜନକଲ୍ୟାଣ ଯୋଜନାର ସଫଳ କାର୍ଯ୍ୟକାରିତା ଆବଶ୍ୟକ । ୨୦୧୯-୨୦ ବଜେଟରେ ସରକାର କୃଷକ, ମହିଳା ଓ ଯୁବକଙ୍କ ପାଇଁ ଅନେକ ନୂଆ ଯୋଜନା ଘୋଷଣା କରିଛନ୍ତି । ଏହି ଯୋଜନାଗୁଡ଼ିକ ପାଇଁ ଅର୍ଥ ସଂସ୍ଥାନ କିପରି ହେବ ତାହା ସ୍ପଷ୍ଟ ହେବା ଦରକାର । ମୋଟ ବଜେଟ ଆକାର ୧ ଲକ୍ଷ ୩୯ ହଜାର କୋଟି ଟଙ୍କାରୁ ଅଧିକ ହୋଇଛି । ଏଥିରୁ ଯୋଜନା ବ୍ୟୟ ପାଇଁ ବଡ଼ ଅଂଶ ରଖାଯାଇଛି । ରାଜ୍ୟର ଋଣ ପରିମାଣ ମଧ୍ୟ କ୍ରମାଗତ ଭାବେ ବୃଦ୍ଧି ପାଉଛି । ଋଣ ଉପରେ ସୁଧ ଦେୟ ରାଜସ୍ୱ ଆୟର ଏକ ଉଲ୍ଲେଖନୀୟ ଅଂଶ ନେଉଛି । କେନ୍ଦ୍ରୀୟ ଟିକସ ଭାଗ ଉପରେ ଅତ୍ୟଧିକ ନିର୍ଭରଶୀଳତା ଭବିଷ୍ୟତ ପାଇଁ ଶୁଭ ସଙ୍କେତ ନୁହେଁ । ପଞ୍ଚଦଶ ଅର୍ଥ କମିଶନଙ୍କ ସୁପାରିଶ ଆଧାରରେ ରାଜ୍ୟକୁ ମିଳୁଥିବା ଅର୍ଥ ପରିମାଣରେ ପରିବର୍ତ୍ତନ ଆସିପାରେ । ଏଣୁ ରାଜ୍ୟ ନିଜର ରାଜସ୍ୱ ଆଧାର ବିସ୍ତାର କରିବା ଜରୁରୀ । ଜିଏସଟି ଲାଗୁ ହେବା ପରେ ରାଜ୍ୟର ଟିକସ ସଂଗ୍ରହ କ୍ଷମତା ସୀମିତ ହୋଇଯାଇଛି । କ୍ଷତିପୂରଣ ଅବଧି ଶେଷ ହେବା ପରେ ରାଜ୍ୟ ଉପରେ ଚାପ ବଢ଼ିବ । ଏଥିପାଇଁ ଏବେ ଠାରୁ ପ୍ରସ୍ତୁତି ଆବଶ୍ୟକ । ଖଣିଜ ସମ୍ପଦର ଉଚିତ ମୂଲ୍ୟ ନିର୍ଦ୍ଧାରଣ ଓ ଅବୈଧ ଖନନ ରୋକିବା ଦ୍ୱାରା ରାଜସ୍ୱ ବୃଦ୍ଧି ସମ୍ଭବ । ପର୍ଯ୍ୟଟନ ଓ ଶିଳ୍ପ କ୍ଷେତ୍ରର ବିକାଶ ମଧ୍ୟ ରାଜସ୍ୱ ବୃଦ୍ଧିରେ ସହାୟକ ହେବ । ବଜେଟ କେବଳ ଆୟ-ବ୍ୟୟର ହିସାବ ନୁହେଁ, ଏହା ସରକାରଙ୍କ ପ୍ରାଥମିକତାର ଦର୍ପଣ । ଆଗାମୀ ବର୍ଷମାନଙ୍କରେ ରାଜ୍ୟର ଆର୍ଥିକ ସ୍ୱାସ୍ଥ୍ୟ ସୁଦୃଢ଼ କରିବା ସହ ସାଧାରଣ ଲୋକଙ୍କ ଜୀବନଧାରଣ ମାନରେ ଉନ୍ନତି ଆଣିବା ସରକାରଙ୍କ ଲକ୍ଷ୍ୟ ହେବା ଉଚିତ ।: [332, 909, 1178, 1094]
- sudoku-solution-cell: 2: [1417, 2024, 1431, 2037]
- district-diary-header: [6, 194, 324, 276]
- letter-2-signature: କାହ୍ନୁଚରଣ ସାହୁ, ରାମକୃଷ୍ଣପୁର ବଜାର, ଜଟଣୀ: [1286, 1227, 1494, 1241]
- sudoku-cell: [1452, 1846, 1484, 1877]
- sudoku-brand-b: do: [1232, 1636, 1266, 1661]
- sudoku-note: ଏହାର ଉତ୍ତର ଆସନ୍ତାକାଲି ପ୍ରକାଶ ପାଇବ ।: [1246, 1976, 1436, 1988]
- sudoku-solution-cell: 2: [1459, 2102, 1473, 2115]
- sudoku-cell: [1198, 1753, 1230, 1784]
- sudoku-grid: [1196, 1689, 1486, 1972]
- left-column-3: [6, 1626, 324, 2259]
- sudoku-solution-cell: 5: [1347, 2089, 1361, 2102]
